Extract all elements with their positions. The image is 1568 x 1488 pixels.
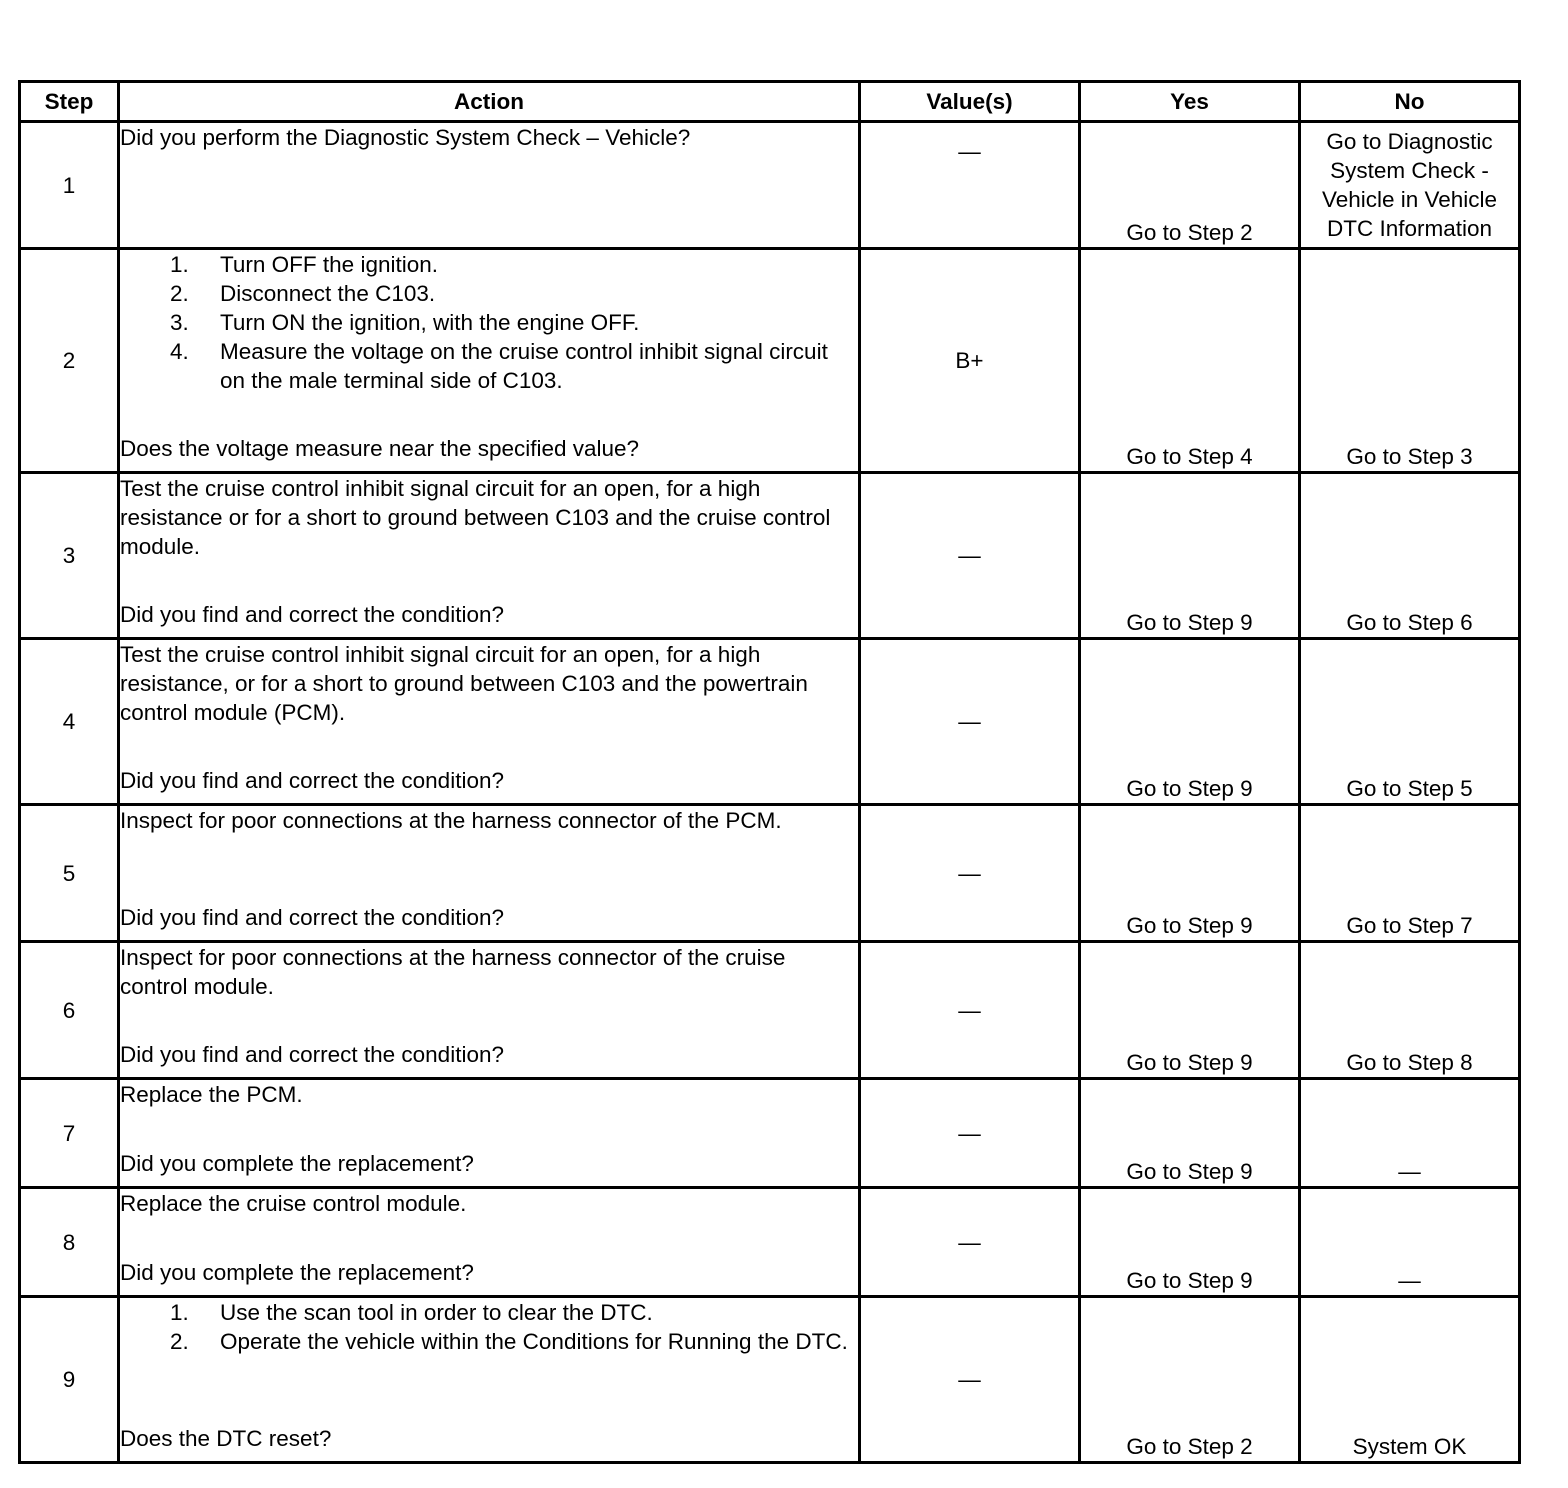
yes-cell: Go to Step 9 <box>1080 639 1300 805</box>
action-text: Inspect for poor connections at the harness connector of the PCM. <box>120 808 782 833</box>
action-cell <box>119 805 860 942</box>
value-cell: — <box>860 473 1080 639</box>
header-yes: Yes <box>1080 82 1300 122</box>
step-number: 5 <box>20 805 119 942</box>
action-cell <box>119 1188 860 1297</box>
action-cell <box>119 122 860 249</box>
value-cell: — <box>860 1297 1080 1463</box>
yes-cell: Go to Step 9 <box>1080 805 1300 942</box>
table-row <box>20 1079 1520 1188</box>
action-question: Did you find and correct the condition? <box>120 768 504 793</box>
step-number: 9 <box>20 1297 119 1463</box>
step-number: 1 <box>20 122 119 249</box>
action-question: Did you find and correct the condition? <box>120 602 504 627</box>
value-cell: — <box>860 122 1080 249</box>
no-cell: Go to Diagnostic System Check - Vehicle in Vehicle DTC Information <box>1300 122 1520 249</box>
yes-cell: Go to Step 9 <box>1080 1188 1300 1297</box>
yes-cell: Go to Step 9 <box>1080 1079 1300 1188</box>
step-number: 6 <box>20 942 119 1079</box>
no-cell: — <box>1300 1079 1520 1188</box>
action-question: Did you complete the replacement? <box>120 1260 474 1285</box>
table-row <box>20 473 1520 639</box>
step-number: 8 <box>20 1188 119 1297</box>
no-cell: Go to Step 5 <box>1300 639 1520 805</box>
yes-cell: Go to Step 2 <box>1080 122 1300 249</box>
yes-cell: Go to Step 9 <box>1080 473 1300 639</box>
header-action: Action <box>119 82 860 122</box>
action-cell <box>119 639 860 805</box>
action-text: Did you perform the Diagnostic System Check – Vehicle? <box>120 125 691 150</box>
action-question: Does the DTC reset? <box>120 1426 332 1451</box>
action-text: Test the cruise control inhibit signal circuit for an open, for a high resistance or for a short to ground between C103 and the cruise control module. <box>120 476 831 559</box>
action-text: Replace the PCM. <box>120 1082 303 1107</box>
header-step: Step <box>20 82 119 122</box>
action-question: Does the voltage measure near the specified value? <box>120 436 640 461</box>
list-item: 1. Use the scan tool in order to clear the DTC. <box>170 1300 653 1325</box>
table-row <box>20 249 1520 473</box>
step-number: 3 <box>20 473 119 639</box>
table-row <box>20 942 1520 1079</box>
table-row <box>20 1297 1520 1463</box>
value-cell: — <box>860 805 1080 942</box>
no-cell: Go to Step 7 <box>1300 805 1520 942</box>
no-cell: Go to Step 6 <box>1300 473 1520 639</box>
table-row <box>20 122 1520 249</box>
value-cell: B+ <box>860 249 1080 473</box>
table-row <box>20 805 1520 942</box>
yes-cell: Go to Step 9 <box>1080 942 1300 1079</box>
action-question: Did you find and correct the condition? <box>120 905 504 930</box>
action-question: Did you complete the replacement? <box>120 1151 474 1176</box>
diagnostic-table <box>18 80 1521 1464</box>
table-row <box>20 639 1520 805</box>
no-cell: Go to Step 3 <box>1300 249 1520 473</box>
value-cell: — <box>860 942 1080 1079</box>
action-cell <box>119 249 860 473</box>
header-no: No <box>1300 82 1520 122</box>
step-number: 2 <box>20 249 119 473</box>
no-cell: System OK <box>1300 1297 1520 1463</box>
step-number: 4 <box>20 639 119 805</box>
action-cell <box>119 473 860 639</box>
yes-cell: Go to Step 4 <box>1080 249 1300 473</box>
list-item: 2. Disconnect the C103. <box>170 281 436 306</box>
action-text: Replace the cruise control module. <box>120 1191 467 1216</box>
value-cell: — <box>860 1079 1080 1188</box>
table-header-row <box>20 82 1520 122</box>
yes-cell: Go to Step 2 <box>1080 1297 1300 1463</box>
action-step-list <box>120 1298 858 1356</box>
list-item: 2. Operate the vehicle within the Conditions for Running the DTC. <box>170 1329 848 1354</box>
action-text: Inspect for poor connections at the harness connector of the cruise control module. <box>120 945 786 999</box>
no-cell: — <box>1300 1188 1520 1297</box>
value-cell: — <box>860 639 1080 805</box>
action-cell <box>119 1079 860 1188</box>
list-item: 3. Turn ON the ignition, with the engine OFF. <box>170 310 640 335</box>
action-cell <box>119 1297 860 1463</box>
action-cell <box>119 942 860 1079</box>
list-item: 4. Measure the voltage on the cruise control inhibit signal circuit on the male terminal side of C103. <box>170 339 828 393</box>
table-row <box>20 1188 1520 1297</box>
action-question: Did you find and correct the condition? <box>120 1042 504 1067</box>
header-values: Value(s) <box>860 82 1080 122</box>
step-number: 7 <box>20 1079 119 1188</box>
no-cell: Go to Step 8 <box>1300 942 1520 1079</box>
action-text: Test the cruise control inhibit signal circuit for an open, for a high resistance, or for a short to ground between C103 and the powertrain control module (PCM). <box>120 642 808 725</box>
list-item: 1. Turn OFF the ignition. <box>170 252 439 277</box>
action-step-list <box>120 250 858 395</box>
value-cell: — <box>860 1188 1080 1297</box>
